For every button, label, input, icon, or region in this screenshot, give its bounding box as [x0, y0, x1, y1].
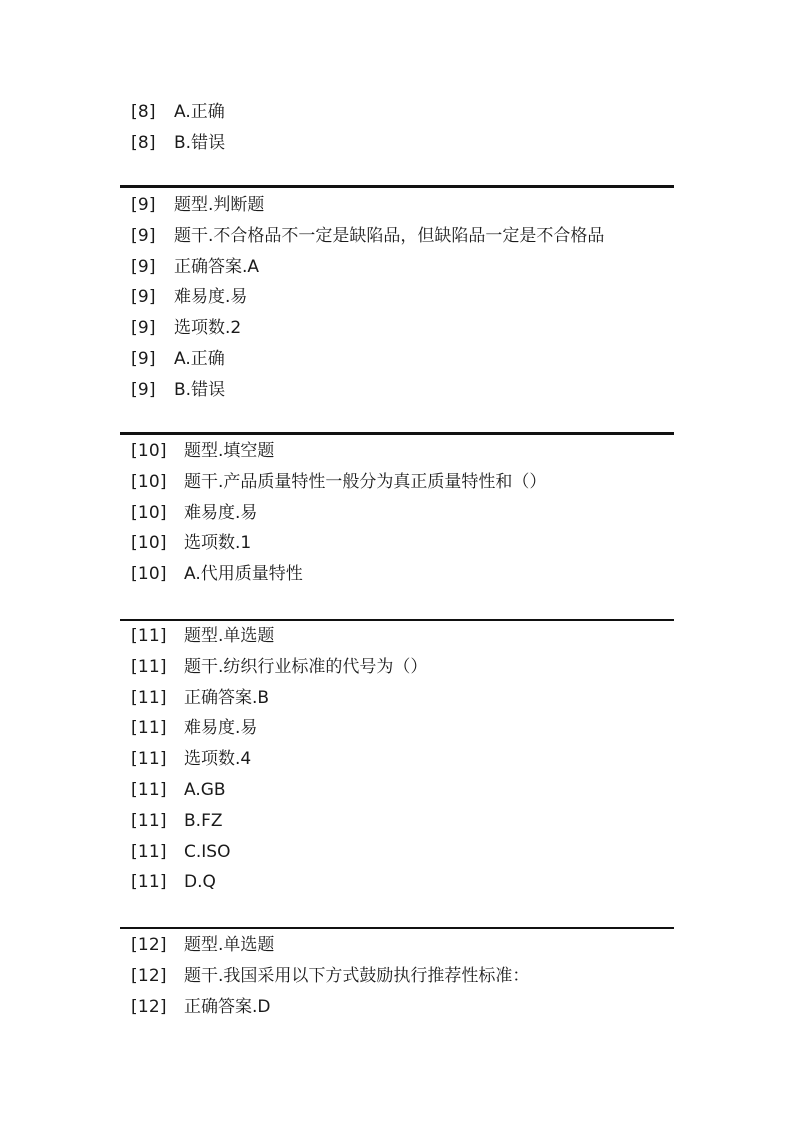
question-line: [120, 344, 674, 375]
question-line: [120, 992, 674, 1023]
question-9-block: [120, 190, 674, 406]
question-number: [11]: [131, 749, 167, 770]
question-text: A.正确: [174, 348, 225, 369]
question-line: [120, 867, 674, 898]
question-line: [120, 930, 674, 961]
question-text: 难易度.易: [184, 502, 258, 523]
question-number: [10]: [131, 471, 167, 492]
question-text: 题干.不合格品不一定是缺陷品，但缺陷品一定是不合格品: [174, 225, 605, 246]
question-number: [9]: [131, 379, 156, 400]
question-number: [11]: [131, 872, 167, 893]
question-text: 正确答案.B: [184, 687, 270, 708]
question-text: 题干.纺织行业标准的代号为（）: [184, 656, 428, 677]
question-line: [120, 806, 674, 837]
question-text: B.错误: [174, 379, 226, 400]
question-line: [120, 375, 674, 406]
question-line: [120, 221, 674, 252]
question-line: [120, 652, 674, 683]
question-text: 正确答案.A: [174, 256, 260, 277]
question-text: A.代用质量特性: [184, 564, 303, 585]
section-divider: [120, 432, 674, 435]
question-12-block: [120, 930, 674, 1022]
question-number: [9]: [131, 256, 156, 277]
question-line: [120, 498, 674, 529]
question-text: 选项数.1: [184, 533, 252, 554]
question-line: [120, 97, 674, 128]
question-number: [12]: [131, 935, 167, 955]
question-text: 题型.判断题: [174, 195, 265, 215]
question-number: [10]: [131, 564, 167, 585]
question-line: [120, 467, 674, 498]
question-text: B.错误: [174, 132, 226, 153]
section-divider: [120, 185, 674, 188]
question-number: [9]: [131, 195, 156, 215]
question-number: [8]: [131, 102, 156, 122]
question-number: [12]: [131, 965, 167, 986]
question-number: [12]: [131, 996, 167, 1017]
question-line: [120, 961, 674, 992]
question-line: [120, 775, 674, 806]
question-text: 题型.单选题: [184, 626, 275, 646]
question-number: [9]: [131, 287, 156, 308]
section-divider: [120, 927, 674, 929]
question-number: [10]: [131, 441, 167, 461]
question-line: [120, 713, 674, 744]
question-line: [120, 528, 674, 559]
question-number: [8]: [131, 132, 156, 153]
question-text: A.正确: [174, 102, 225, 122]
question-text: 题型.填空题: [184, 441, 275, 461]
question-number: [10]: [131, 502, 167, 523]
question-text: 难易度.易: [184, 718, 258, 739]
question-text: C.ISO: [184, 841, 231, 862]
question-text: 难易度.易: [174, 287, 248, 308]
question-line: [120, 436, 674, 467]
question-number: [11]: [131, 656, 167, 677]
question-line: [120, 190, 674, 221]
question-8-block: [120, 97, 674, 159]
question-number: [9]: [131, 348, 156, 369]
question-number: [11]: [131, 626, 167, 646]
question-line: [120, 313, 674, 344]
question-line: [120, 621, 674, 652]
question-11-block: [120, 621, 674, 898]
question-line: [120, 559, 674, 590]
question-line: [120, 128, 674, 159]
question-number: [11]: [131, 810, 167, 831]
question-text: 题干.我国采用以下方式鼓励执行推荐性标准：: [184, 965, 530, 986]
question-number: [9]: [131, 318, 156, 339]
question-number: [9]: [131, 225, 156, 246]
question-line: [120, 252, 674, 283]
question-text: B.FZ: [184, 810, 223, 831]
question-number: [11]: [131, 687, 167, 708]
question-number: [10]: [131, 533, 167, 554]
question-text: 题干.产品质量特性一般分为真正质量特性和（）: [184, 471, 547, 492]
question-line: [120, 282, 674, 313]
question-text: 正确答案.D: [184, 996, 271, 1017]
question-line: [120, 683, 674, 714]
question-line: [120, 837, 674, 868]
question-number: [11]: [131, 718, 167, 739]
question-text: 选项数.2: [174, 318, 242, 339]
question-line: [120, 744, 674, 775]
question-text: 选项数.4: [184, 749, 252, 770]
question-number: [11]: [131, 779, 167, 800]
question-number: [11]: [131, 841, 167, 862]
question-text: A.GB: [184, 779, 226, 800]
question-text: 题型.单选题: [184, 935, 275, 955]
question-text: D.Q: [184, 872, 216, 893]
question-10-block: [120, 436, 674, 590]
